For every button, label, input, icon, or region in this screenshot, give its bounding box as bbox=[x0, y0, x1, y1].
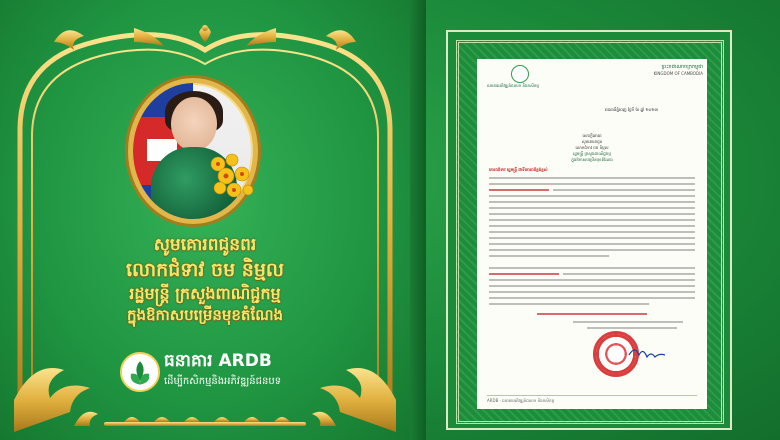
kingdom-heading: ព្រះរាជាណាចក្រកម្ពុជា bbox=[661, 64, 703, 70]
letter-decorative-border bbox=[456, 40, 724, 424]
letter-heading-3: លោកជំទាវ ចម និម្មល bbox=[575, 145, 609, 150]
ardb-logo-icon bbox=[120, 352, 160, 392]
occasion-line: ក្នុងឱកាសបម្រើនមុខតំណែង bbox=[126, 306, 284, 324]
letter-heading-2: សូមគោរពជូន bbox=[581, 139, 603, 144]
kingdom-heading-en: KINGDOM OF CAMBODIA bbox=[653, 71, 703, 76]
letter-date: រាជធានីភ្នំពេញ ថ្ងៃទី ខែ ឆ្នាំ ២០២៣ bbox=[605, 107, 658, 112]
bank-tagline: ដើម្បីកសិកម្មនិងអភិវឌ្ឍន៍ជនបទ bbox=[164, 376, 282, 387]
panel-divider bbox=[410, 0, 426, 440]
letter-salutation: គោរពជំទាវ រដ្ឋមន្ត្រី ជាទីគោរពដ៏ខ្ពង់ខ្ពស់ bbox=[489, 167, 548, 172]
letter-footer: ARDB · ធនាគារអភិវឌ្ឍន៍ជនបទ និងកសិកម្ម bbox=[487, 398, 555, 403]
letter-heading-1: សេចក្ដីគោរព bbox=[582, 133, 602, 138]
ardb-logo-block bbox=[120, 350, 350, 394]
bank-name: ធនាគារ ARDB bbox=[164, 351, 272, 371]
letterhead-logo-icon bbox=[511, 65, 529, 83]
letter-heading-4: រដ្ឋមន្ត្រី ក្រសួងពាណិជ្ជកម្ម bbox=[573, 151, 611, 156]
letterhead-org: ធនាគារអភិវឌ្ឍន៍ជនបទ និងកសិកម្ម bbox=[487, 83, 539, 88]
handwritten-signature bbox=[627, 345, 667, 359]
person-face bbox=[171, 97, 217, 151]
congratulation-letter bbox=[477, 59, 707, 409]
greeting-line: សូមគោរពជូនពរ bbox=[153, 235, 257, 255]
honoree-name: លោកជំទាវ ចម និម្មល bbox=[126, 259, 284, 281]
footer-divider bbox=[487, 395, 697, 396]
orchid-flowers-icon bbox=[204, 150, 264, 210]
honoree-title: រដ្ឋមន្ត្រី ក្រសួងពាណិជ្ជកម្ម bbox=[129, 284, 281, 303]
letter-frame bbox=[446, 30, 732, 430]
letter-heading-5: ក្នុងឱកាសបម្រើនមុខតំណែង bbox=[571, 157, 613, 162]
